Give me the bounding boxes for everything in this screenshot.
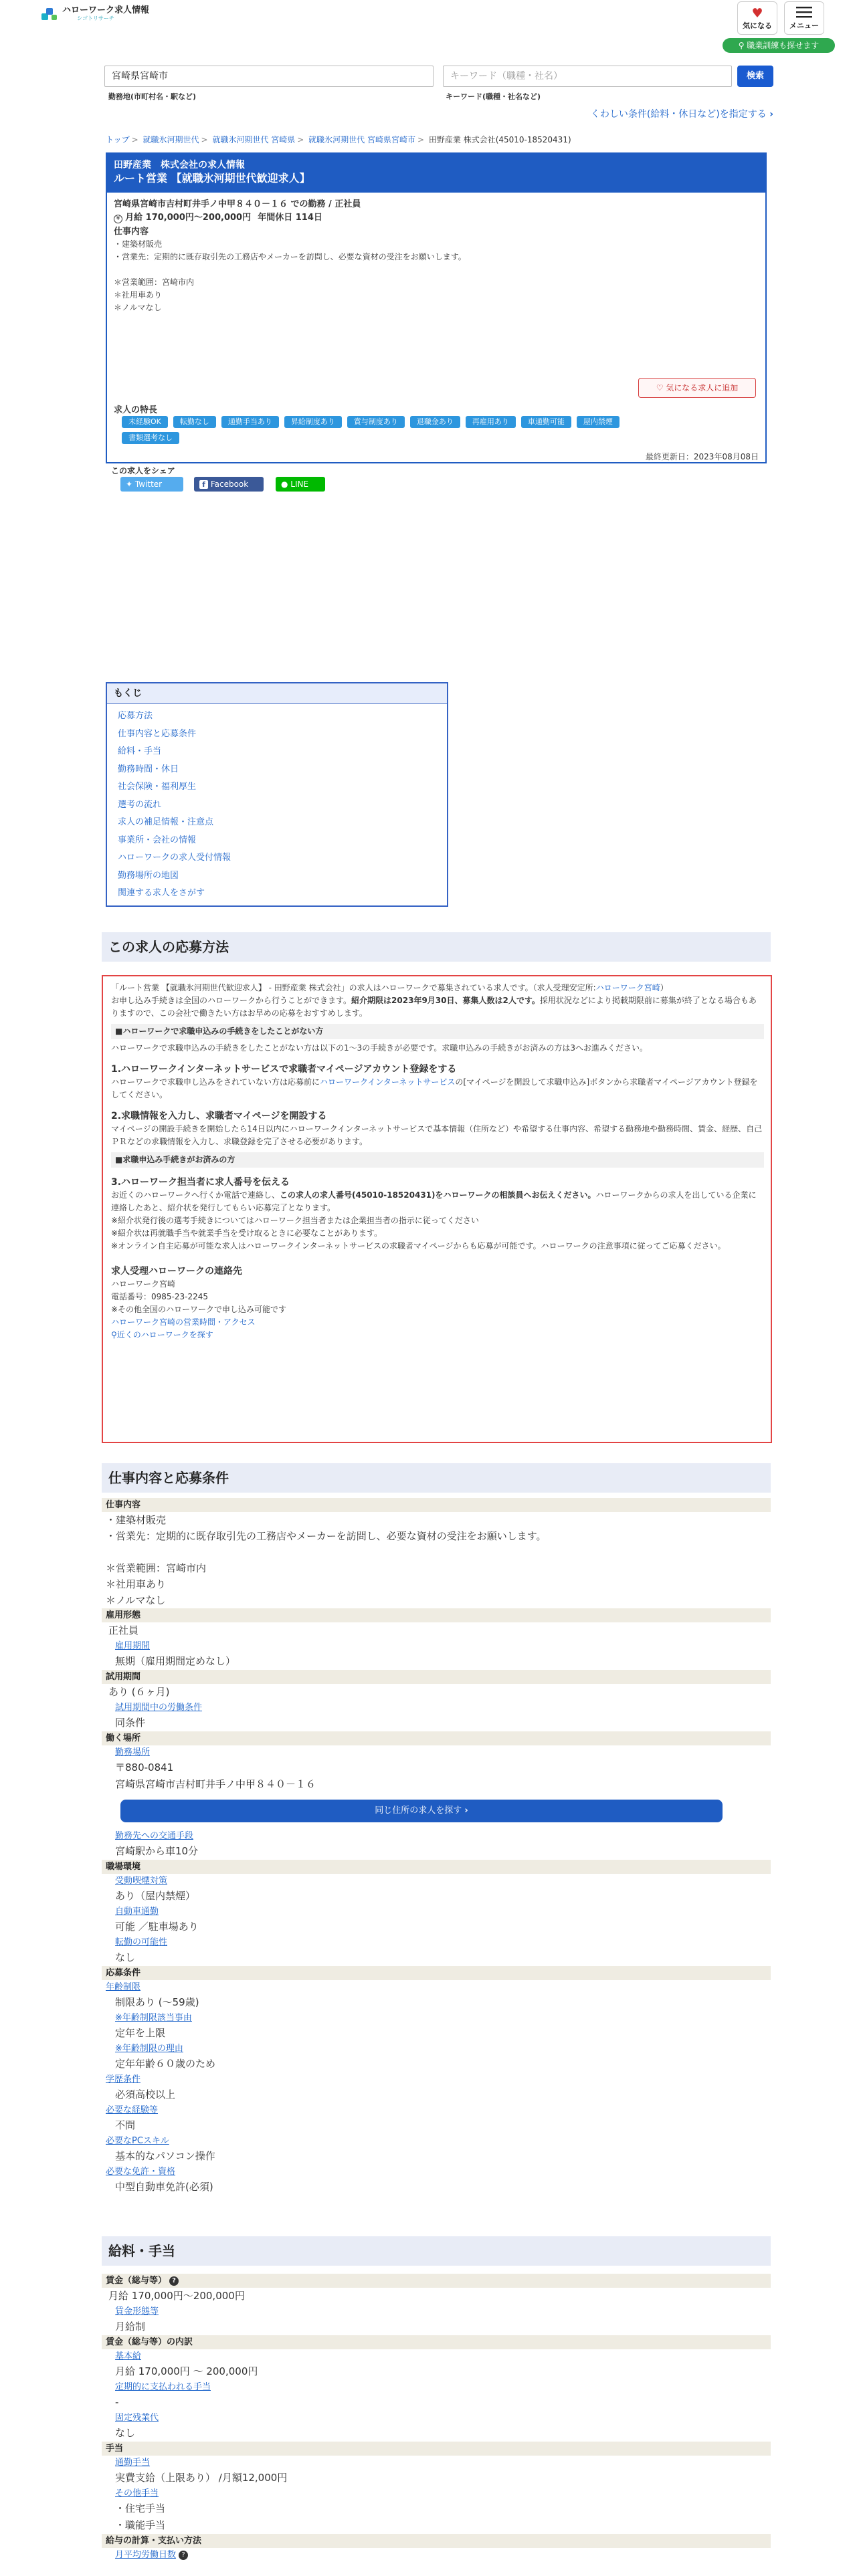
- facebook-share-button[interactable]: [194, 477, 264, 492]
- step3-note: ※紹介状は再就職手当や就業手当を受け取るときに必要なことがあります。: [111, 1228, 383, 1238]
- experience-value: 不問: [115, 2119, 136, 2131]
- search-icon: ⚲: [111, 1330, 117, 1339]
- education-label: 学歴条件: [106, 2074, 141, 2084]
- pc-skill-value: 基本的なパソコン操作: [115, 2150, 215, 2162]
- location-input[interactable]: 宮崎県宮崎市: [104, 66, 434, 87]
- contact-name: ハローワーク宮崎: [111, 1279, 176, 1289]
- salary-row: [114, 211, 759, 225]
- apply-intro-end: ）: [660, 983, 668, 992]
- workplace-header: 働く場所: [102, 1731, 771, 1745]
- help-icon[interactable]: ?: [179, 2551, 188, 2560]
- breadcrumb-current: 田野産業 株式会社(45010-18520431): [428, 135, 571, 144]
- toc-item[interactable]: 求人の補足情報・注意点: [118, 817, 214, 827]
- conditions-section-heading: 仕事内容と応募条件: [102, 1463, 771, 1493]
- twitter-share-button[interactable]: [120, 477, 183, 492]
- pc-skill-label: 必要なPCスキル: [106, 2136, 169, 2146]
- wage-type-label: 賃金形態等: [115, 2306, 159, 2317]
- feature-tag[interactable]: 通勤手当あり: [221, 416, 279, 428]
- job-desc: ・建築材販売 ・営業先：定期的に既存取引先の工務店やメーカーを訪問し、必要な資材の受注をお願いします。 ＊営業範囲：宮崎市内 ＊社用車あり ＊ノルマなし: [114, 239, 466, 312]
- apply-intro-text: 「ルート営業 【就職氷河期世代歓迎求人】 - 田野産業 株式会社」の求人はハローワークで募集されている求人です。（求人受理安定所:: [111, 983, 596, 992]
- step3-note: ※紹介状発行後の選考手続きについてはハローワーク担当者または企業担当者の指示に従ってください: [111, 1216, 479, 1225]
- training-label: 職業訓練も探せます: [747, 41, 820, 50]
- apply-deadline: [111, 994, 764, 1020]
- menu-button[interactable]: [784, 1, 824, 35]
- apply-deadline-a: お申し込み手続きは全国のハローワークから行うことができます。: [111, 996, 352, 1005]
- workplace-address: 宮崎県宮崎市吉村町井手ノ中甲８４０－１６: [115, 1778, 316, 1790]
- commute-allowance-label: 通勤手当: [115, 2458, 151, 2468]
- hamburger-icon: [785, 5, 824, 21]
- favorites-label: 気になる: [743, 21, 772, 30]
- employment-type-header: 雇用形態: [102, 1608, 771, 1622]
- share-heading: この求人をシェア: [111, 466, 175, 475]
- line-label: LINE: [290, 479, 309, 489]
- holidays-text: 年間休日 114日: [258, 213, 322, 223]
- near-hellowork-label: 近くのハローワークを探す: [116, 1330, 213, 1339]
- feature-tag[interactable]: 退職金あり: [410, 416, 460, 428]
- experience-label: 必要な経験等: [106, 2105, 159, 2115]
- wage-header: [102, 2274, 771, 2288]
- trial-conditions-label: 試用期間中の労働条件: [115, 1703, 203, 1713]
- requirements-header: 応募条件: [102, 1966, 771, 1980]
- breadcrumb-glacier-miyazaki[interactable]: 就職氷河期世代 宮崎県: [212, 135, 296, 144]
- pay-section-heading: 給料・手当: [102, 2236, 771, 2266]
- toc-item[interactable]: 給料・手当: [118, 746, 162, 756]
- transfer-label: 転勤の可能性: [115, 1937, 168, 1947]
- wage-type-value: 月給制: [115, 2321, 146, 2333]
- feature-tag[interactable]: 賞与制度あり: [347, 416, 405, 428]
- feature-tag[interactable]: 書類選考なし: [122, 432, 179, 444]
- car-commute-label: 自動車通勤: [115, 1907, 159, 1917]
- fixed-overtime-label: 固定残業代: [115, 2413, 159, 2423]
- environment-header: 職場環境: [102, 1860, 771, 1874]
- feature-tag[interactable]: 屋内禁煙: [577, 416, 619, 428]
- add-favorite-button[interactable]: [638, 378, 756, 398]
- feature-tag[interactable]: 未経験OK: [122, 416, 168, 428]
- keyword-input[interactable]: キーワード（職種・社名）: [443, 66, 732, 87]
- step2-text: マイページの開設手続きを開始したら14日以内にハローワークインターネットサービスで基本情報（住所など）や希望する仕事内容、希望する勤務地や勤務時間、賃金、経歴、自己ＰＲなどの求職情報を入力し、求職登録を完了させる必要があります。: [111, 1124, 763, 1146]
- detail-search-label: くわしい条件(給料・休日など)を指定する: [590, 109, 767, 120]
- job-content-header: 仕事内容: [102, 1498, 771, 1512]
- fixed-overtime-value: なし: [115, 2427, 136, 2439]
- age-case-label: ※年齢制限該当事由: [115, 2013, 192, 2023]
- breadcrumb: トップ > 就職氷河期世代 > 就職氷河期世代 宮崎県 > 就職氷河期世代 宮崎県宮崎市 > 田野産業 株式会社(45010-18520431): [106, 135, 571, 144]
- feature-tag[interactable]: 再雇用あり: [466, 416, 516, 428]
- allowance-header: 手当: [102, 2442, 771, 2456]
- base-pay-value: 月給 170,000円 〜 200,000円: [115, 2365, 258, 2377]
- step3-text-b: この求人の求人番号(45010-18520431)をハローワークの相談員へお伝えください。: [280, 1190, 596, 1200]
- toc-item[interactable]: 事業所・会社の情報: [118, 835, 197, 845]
- heart-outline-icon: ♡: [656, 383, 664, 393]
- twitter-icon: ✦: [126, 479, 135, 489]
- license-label: 必要な免許・資格: [106, 2167, 176, 2177]
- keyword-hint: キーワード(職種・社名など): [446, 92, 541, 101]
- salary-text: 月給 170,000円〜200,000円: [125, 213, 252, 223]
- step1-heading: 1.ハローワークインターネットサービスで求職者マイページアカウント登録をする: [111, 1064, 457, 1075]
- age-case-value: 定年を上限: [115, 2027, 166, 2039]
- line-icon: ●: [281, 479, 291, 489]
- twitter-label: Twitter: [134, 479, 163, 489]
- line-share-button[interactable]: [276, 477, 325, 492]
- yen-icon: ¥: [114, 215, 122, 223]
- trial-header: 試用期間: [102, 1670, 771, 1684]
- feature-tags: [122, 416, 697, 448]
- step3-heading: 3.ハローワーク担当者に求人番号を伝える: [111, 1177, 290, 1188]
- contact-tel: 電話番号：0985-23-2245: [111, 1292, 209, 1301]
- step3-text: [111, 1189, 764, 1214]
- apply-intro: [111, 982, 764, 994]
- smoking-value: あり（屋内禁煙）: [115, 1890, 196, 1902]
- wage-header-label: 賃金（総与等）: [106, 2276, 167, 2286]
- detail-search-link[interactable]: [591, 107, 773, 120]
- menu-label: メニュー: [789, 21, 819, 30]
- help-icon[interactable]: ?: [169, 2276, 179, 2286]
- logo-subtitle: シゴトリサーチ: [77, 15, 114, 21]
- facebook-label: Facebook: [210, 479, 249, 489]
- contact-note: ※その他全国のハローワークで申し込み可能です: [111, 1305, 287, 1314]
- toc-item[interactable]: 応募方法: [118, 711, 153, 721]
- registered-bar: ■求職申込み手続きがお済みの方: [111, 1152, 764, 1168]
- step1-text-b: の[マイページを開設して求職申込み]ボタンから求職者マイページアカウント登録をしてください。: [111, 1077, 758, 1099]
- step3-text-a: お近くのハローワークへ行くか電話で連絡し、: [111, 1190, 280, 1200]
- feature-tag[interactable]: 昇給制度あり: [284, 416, 342, 428]
- chevron-right-icon: ›: [769, 109, 773, 120]
- feature-tag[interactable]: 転勤なし: [173, 416, 216, 428]
- license-value: 中型自動車免許(必須): [115, 2181, 213, 2193]
- employment-period-value: 無期（雇用期間定めなし）: [115, 1655, 236, 1667]
- toc-item[interactable]: 関連する求人をさがす: [118, 888, 205, 898]
- commute-value: 宮崎駅から車10分: [115, 1845, 199, 1857]
- age-reason-label: ※年齢制限の理由: [115, 2044, 183, 2054]
- pay-table: [102, 2274, 771, 2562]
- toc-item[interactable]: ハローワークの求人受付情報: [118, 853, 231, 863]
- employment-period-label: 雇用期間: [115, 1641, 151, 1651]
- wage-value: 月給 170,000円〜200,000円: [108, 2290, 245, 2302]
- table-of-contents: [106, 682, 448, 907]
- job-content-value: ・建築材販売 ・営業先：定期的に既存取引先の工務店やメーカーを訪問し、必要な資材の受注をお願いします。 ＊営業範囲：宮崎市内 ＊社用車あり ＊ノルマなし: [106, 1514, 547, 1606]
- same-address-search-button[interactable]: [120, 1800, 723, 1822]
- search-icon: ⚲: [738, 41, 747, 50]
- updated-date: 最終更新日：2023年08月08日: [645, 452, 759, 461]
- toc-title: もくじ: [107, 683, 447, 704]
- step3-text-c: ハローワークからの求人を出している企業に連絡したあと、紹介状を発行してもらい応募完了となります。: [111, 1190, 757, 1212]
- facebook-icon: f: [199, 480, 208, 489]
- avg-workdays-label: 月平均労働日数: [115, 2550, 177, 2560]
- other-allowance-label: その他手当: [115, 2488, 159, 2498]
- first-time-bar: ■ハローワークで求職申込みの手続きをしたことがない方: [111, 1024, 764, 1039]
- site-header: [0, 0, 859, 59]
- apply-info-box: [102, 975, 772, 1443]
- chevron-right-icon: ›: [464, 1806, 468, 1816]
- apply-deadline-c: 採用状況などにより掲載期限前に募集が終了となる場合もありますので、この会社で働きたい方はお早めの応募をおすすめします。: [111, 996, 757, 1018]
- add-favorite-label: 気になる求人に追加: [666, 383, 739, 393]
- logo-mark-icon: [41, 5, 59, 23]
- contact-access-link[interactable]: ハローワーク宮崎の営業時間・アクセス: [111, 1317, 256, 1327]
- commute-allowance-value: 実費支給（上限あり） /月額12,000円: [115, 2472, 288, 2484]
- hellowork-miyazaki-link[interactable]: ハローワーク宮崎: [595, 983, 660, 992]
- age-limit-value: 制限あり (〜59歳): [115, 1996, 199, 2008]
- favorites-button[interactable]: [737, 1, 777, 35]
- heart-icon: ♥: [751, 6, 763, 21]
- features-heading: 求人の特長: [114, 405, 158, 415]
- feature-tag[interactable]: 車通勤可能: [521, 416, 571, 428]
- workplace-zip: 〒880-0841: [115, 1761, 174, 1774]
- company-name: 田野産業 株式会社の求人情報: [114, 160, 245, 171]
- job-desc-heading: 仕事内容: [114, 227, 149, 237]
- apply-deadline-b: 紹介期限は2023年9月30日、募集人数は2人です。: [351, 996, 540, 1005]
- job-summary-card: [106, 152, 767, 489]
- fixed-allowance-label: 定期的に支払われる手当: [115, 2382, 211, 2392]
- job-card-header: [107, 154, 765, 193]
- transfer-value: なし: [115, 1951, 136, 1963]
- employment-type-value: 正社員: [108, 1624, 139, 1636]
- base-pay-label: 基本給: [115, 2351, 142, 2361]
- education-value: 必須高校以上: [115, 2088, 176, 2101]
- search-button[interactable]: 検索: [737, 66, 773, 87]
- other-allowance-value: ・住宅手当 ・職能手当: [115, 2502, 166, 2531]
- first-time-text: ハローワークで求職申込みの手続きをしたことがない方は以下の1〜3の手続きが必要です。求職申込みの手続きがお済みの方は3へお進みください。: [111, 1043, 648, 1053]
- step2-heading: 2.求職情報を入力し、求職者マイページを開設する: [111, 1111, 327, 1121]
- step1-text: [111, 1076, 764, 1101]
- step3-note: ※オンライン自主応募が可能な求人はハローワークインターネットサービスの求職者マイページからも応募が可能です。ハローワークの注意事項に従ってご応募ください。: [111, 1241, 726, 1251]
- breadcrumb-glacier[interactable]: 就職氷河期世代: [142, 135, 199, 144]
- toc-item[interactable]: 勤務時間・休日: [118, 764, 179, 774]
- trial-value: あり (６ヶ月): [108, 1686, 170, 1698]
- hellowork-internet-link[interactable]: ハローワークインターネットサービス: [320, 1077, 456, 1087]
- workplace-label: 勤務場所: [115, 1747, 151, 1757]
- training-search-button[interactable]: [723, 38, 835, 53]
- age-limit-label: 年齢制限: [106, 1982, 141, 1992]
- apply-section-heading: この求人の応募方法: [102, 932, 771, 962]
- toc-item[interactable]: 勤務場所の地図: [118, 870, 179, 881]
- age-reason-value: 定年年齢６０歳のため: [115, 2058, 216, 2070]
- conditions-table: [102, 1498, 771, 2195]
- toc-item[interactable]: 社会保険・福利厚生: [118, 782, 197, 792]
- location-hint: 勤務地(市町村名・駅など): [108, 92, 197, 101]
- breadcrumb-top[interactable]: トップ: [106, 135, 130, 144]
- fixed-allowance-value: -: [115, 2396, 119, 2408]
- trial-conditions-value: 同条件: [115, 1717, 146, 1729]
- commute-label: 勤務先への交通手段: [115, 1831, 194, 1841]
- site-logo[interactable]: [41, 5, 149, 23]
- breadcrumb-glacier-miyazaki-city[interactable]: 就職氷河期世代 宮崎県宮崎市: [308, 135, 415, 144]
- near-hellowork-link[interactable]: [111, 1329, 764, 1341]
- job-title: ルート営業 【就職氷河期世代歓迎求人】: [114, 172, 310, 185]
- toc-item[interactable]: 選考の流れ: [118, 799, 162, 810]
- job-location: 宮崎県宮崎市吉村町井手ノ中甲８４０－１６ での勤務 / 正社員: [114, 199, 361, 209]
- toc-item[interactable]: 仕事内容と応募条件: [118, 728, 197, 739]
- car-commute-value: 可能 ／駐車場あり: [115, 1921, 199, 1933]
- same-address-label: 同じ住所の求人を探す: [375, 1806, 462, 1816]
- wage-breakdown-header: 賃金（総与等）の内訳: [102, 2335, 771, 2349]
- step1-text-a: ハローワークで求職申し込みをされていない方は応募前に: [111, 1077, 320, 1087]
- contact-heading: 求人受理ハローワークの連絡先: [111, 1266, 242, 1277]
- logo-title: ハローワーク求人情報: [62, 5, 150, 15]
- smoking-label: 受動喫煙対策: [115, 1876, 168, 1886]
- pay-calc-header: 給与の計算・支払い方法: [102, 2534, 771, 2548]
